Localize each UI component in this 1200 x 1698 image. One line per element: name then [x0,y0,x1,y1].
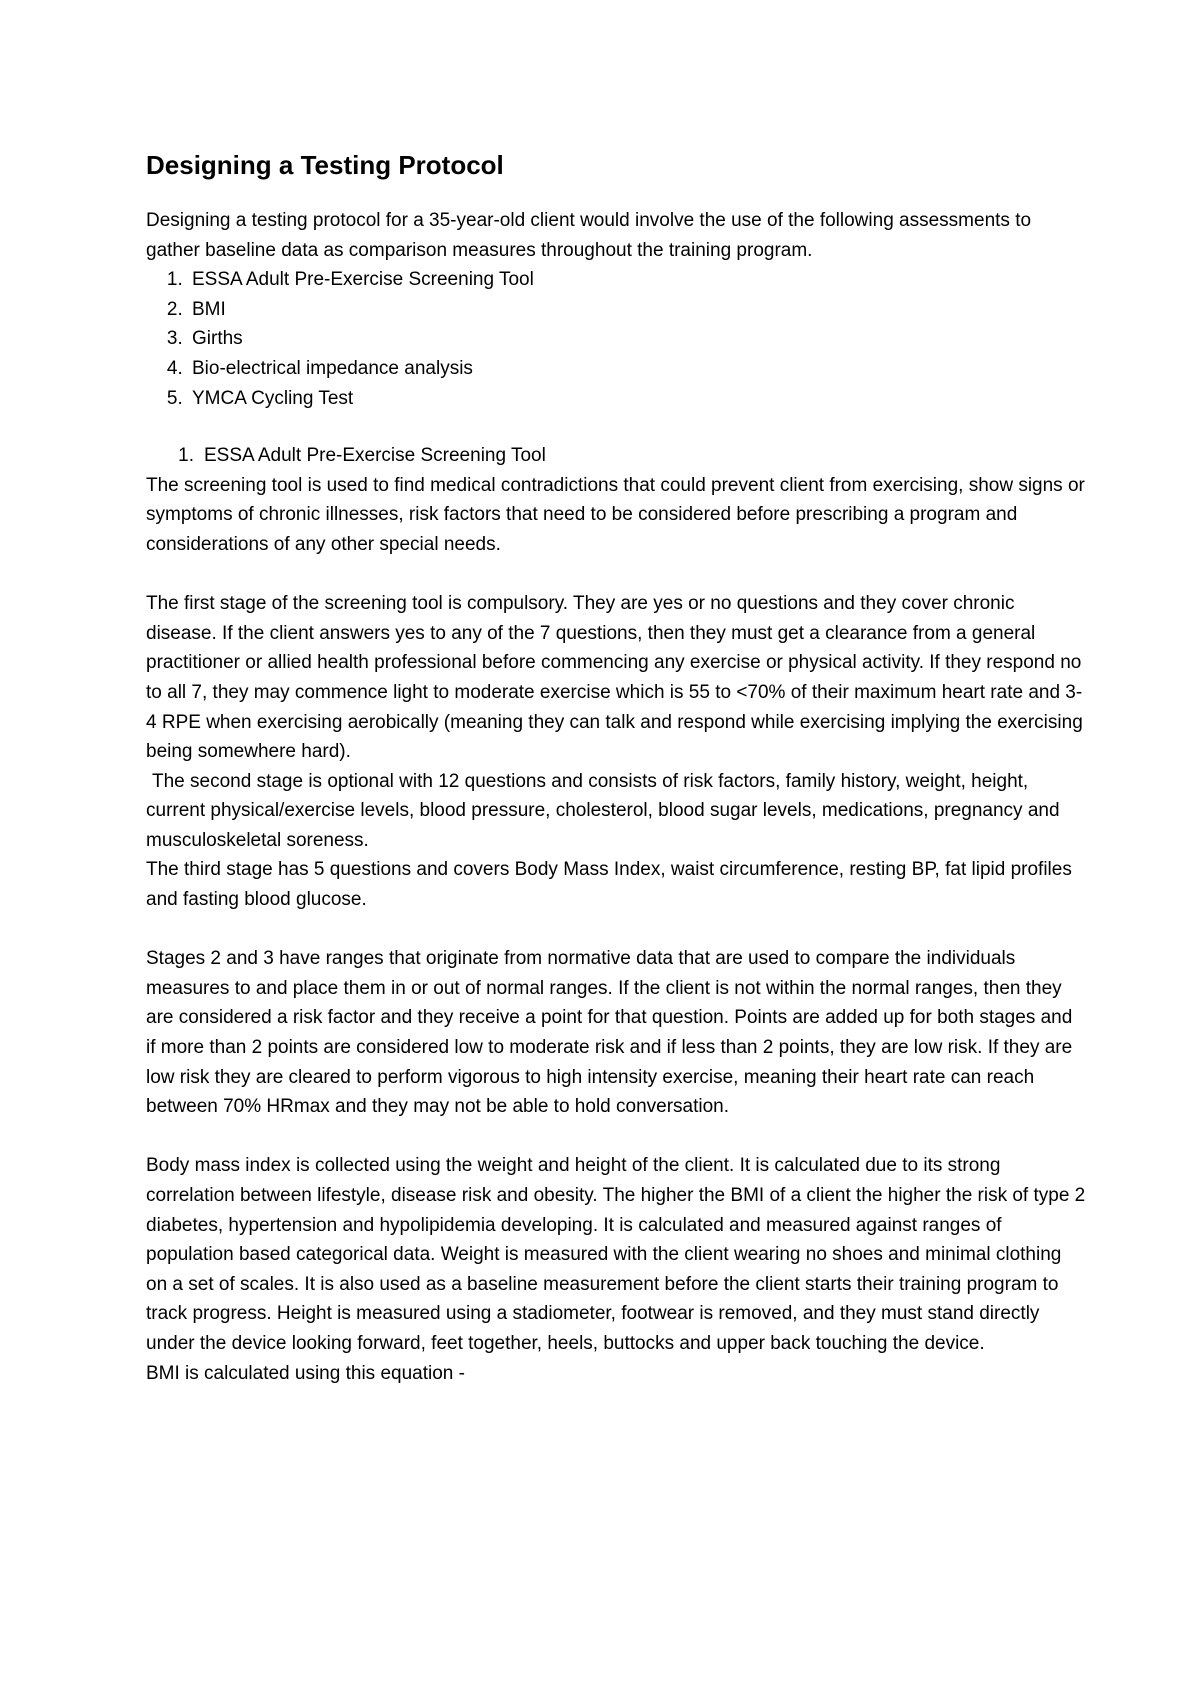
list-item: 5. YMCA Cycling Test [188,384,1086,414]
list-item: 4. Bio-electrical impedance analysis [188,354,1086,384]
third-stage-paragraph: The third stage has 5 questions and covers Body Mass Index, waist circumference, resting BP, fat lipid profiles and fasting blood glucose. [146,859,1072,911]
stages-ranges-paragraph: Stages 2 and 3 have ranges that originate from normative data that are used to compare the individuals measures to and place them in or out of normal ranges. If the client is not within the normal ranges, then they are considered a risk factor and they receive a point for that question. Points are added up for both stages and if more than 2 points are considered low to moderate risk and if less than 2 points, they are low risk. If they are low risk they are cleared to perform vigorous to high intensity exercise, meaning their heart rate can reach between 70% HRmax and they may not be able to hold conversation. [146,948,1073,1118]
assessment-list [146,265,1086,413]
section-heading [146,441,1086,471]
list-item: 2. BMI [188,295,1086,325]
section-number: 1. [178,445,194,467]
screening-tool-paragraph: The screening tool is used to find medical contradictions that could prevent client from exercising, show signs or symptoms of chronic illnesses, risk factors that need to be considered before prescribing a program and considerations of any other special needs. [146,474,1085,555]
bmi-equation-paragraph: BMI is calculated using this equation - [146,1362,465,1384]
first-stage-paragraph: The first stage of the screening tool is compulsory. They are yes or no questions and they cover chronic disease. If the client answers yes to any of the 7 questions, then they must get a clearance from a general practitioner or allied health professional before commencing any exercise or physical activity. If they respond no to all 7, they may commence light to moderate exercise which is 55 to <70% of their maximum heart rate and 3-4 RPE when exercising aerobically (meaning they can talk and respond while exercising implying the exercising being somewhere hard). [146,593,1083,763]
list-item: 1. ESSA Adult Pre-Exercise Screening Tool [188,265,1086,295]
second-stage-paragraph [146,767,1086,856]
list-item: 3. Girths [188,324,1086,354]
intro-paragraph: Designing a testing protocol for a 35-year-old client would involve the use of the following assessments to gather baseline data as comparison measures throughout the training program. [146,210,1032,261]
section-title: ESSA Adult Pre-Exercise Screening Tool [204,445,546,467]
bmi-paragraph: Body mass index is collected using the weight and height of the client. It is calculated due to its strong correlation between lifestyle, disease risk and obesity. The higher the BMI of a client the higher the risk of type 2 diabetes, hypertension and hypolipidemia developing. It is calculated and measured against ranges of population based categorical data. Weight is measured with the client wearing no shoes and minimal clothing on a set of scales. It is also used as a baseline measurement before the client starts their training program to track progress. Height is measured using a stadiometer, footwear is removed, and they must stand directly under the device looking forward, feet together, heels, buttocks and upper back touching the device. [146,1155,1086,1354]
document-body [146,148,1086,1388]
document-title: Designing a Testing Protocol [146,150,504,180]
second-stage-text: The second stage is optional with 12 questions and consists of risk factors, family history, weight, height, current physical/exercise levels, blood pressure, cholesterol, blood sugar levels, medications, pregnancy and musculoskeletal soreness. [146,770,1060,851]
